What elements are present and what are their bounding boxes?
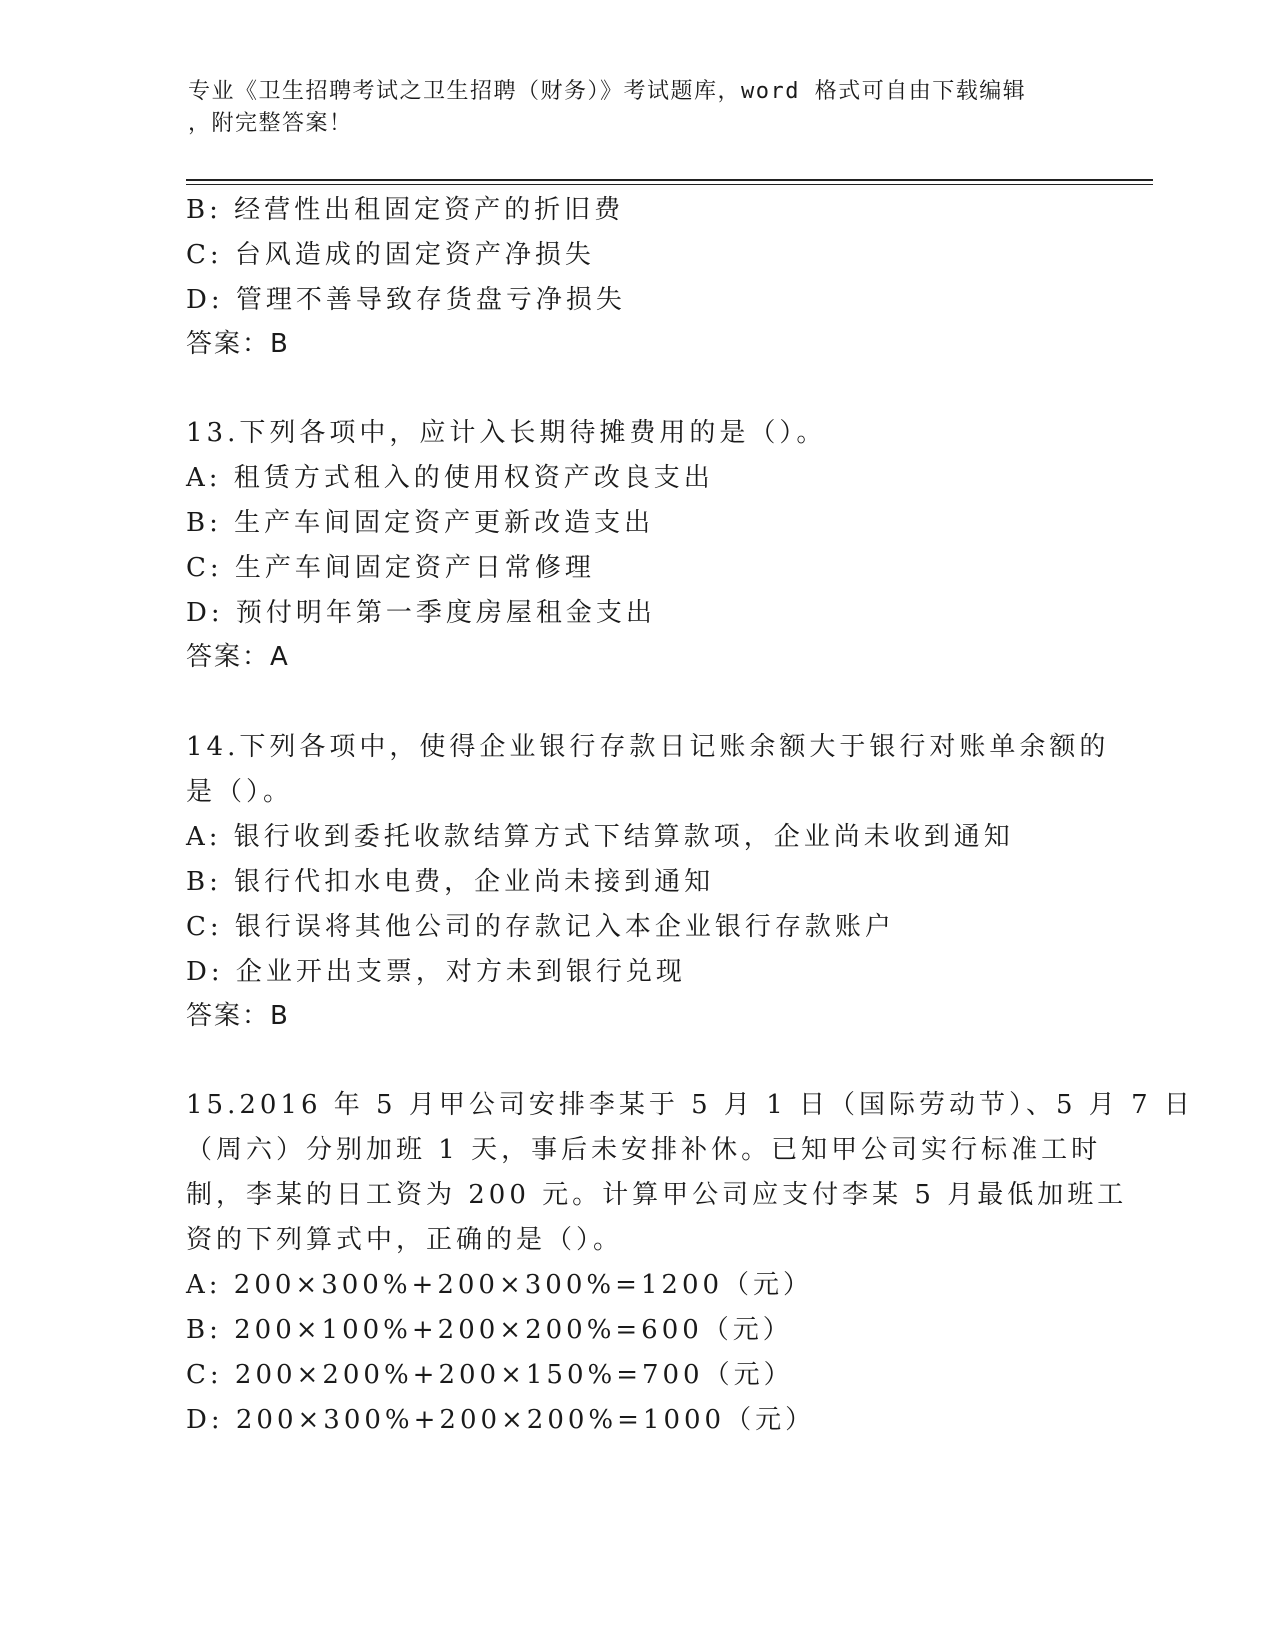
q13-option-d: D: 预付明年第一季度房屋租金支出: [186, 598, 656, 628]
q15-question-line-1: 15.2016 年 5 月甲公司安排李某于 5 月 1 日（国际劳动节）、5 月 7 日: [186, 1090, 1194, 1120]
q13-option-b: B: 生产车间固定资产更新改造支出: [186, 508, 655, 538]
q14-option-d: D: 企业开出支票，对方未到银行兑现: [186, 957, 686, 987]
q15-option-d: D: 200×300%+200×200%=1000（元）: [186, 1405, 816, 1435]
q15-question-line-3: 制，李某的日工资为 200 元。计算甲公司应支付李某 5 月最低加班工: [186, 1180, 1128, 1210]
header-divider-thin: [186, 184, 1153, 185]
q12-option-d: D: 管理不善导致存货盘亏净损失: [186, 285, 626, 315]
header-line-1: 专业《卫生招聘考试之卫生招聘（财务）》考试题库，word 格式可自由下载编辑: [188, 79, 1027, 104]
q14-option-b: B: 银行代扣水电费，企业尚未接到通知: [186, 867, 715, 897]
header-divider-thick: [186, 179, 1153, 181]
q15-question-line-4: 资的下列算式中，正确的是（）。: [186, 1225, 624, 1255]
q13-answer: 答案：A: [186, 642, 290, 672]
header-line-2: ，附完整答案！: [188, 111, 353, 136]
q14-question-line-2: 是（）。: [186, 777, 294, 807]
q15-option-c: C: 200×200%+200×150%=700（元）: [186, 1360, 794, 1390]
page-header: [188, 76, 1068, 140]
q14-question-line-1: 14.下列各项中，使得企业银行存款日记账余额大于银行对账单余额的: [186, 732, 1110, 762]
q14-option-a: A: 银行收到委托收款结算方式下结算款项，企业尚未收到通知: [186, 822, 1014, 852]
q12-option-c: C: 台风造成的固定资产净损失: [186, 240, 595, 270]
q12-option-b: B: 经营性出租固定资产的折旧费: [186, 195, 625, 225]
q15-option-a: A: 200×300%+200×300%=1200（元）: [186, 1270, 814, 1300]
q15-option-b: B: 200×100%+200×200%=600（元）: [186, 1315, 793, 1345]
q12-answer: 答案：B: [186, 329, 290, 359]
q14-answer: 答案：B: [186, 1001, 290, 1031]
q13-option-c: C: 生产车间固定资产日常修理: [186, 553, 595, 583]
q14-option-c: C: 银行误将其他公司的存款记入本企业银行存款账户: [186, 912, 895, 942]
q15-question-line-2: （周六）分别加班 1 天，事后未安排补休。已知甲公司实行标准工时: [186, 1135, 1102, 1165]
q13-question: 13.下列各项中，应计入长期待摊费用的是（）。: [186, 418, 827, 448]
q13-option-a: A: 租赁方式租入的使用权资产改良支出: [186, 463, 714, 493]
